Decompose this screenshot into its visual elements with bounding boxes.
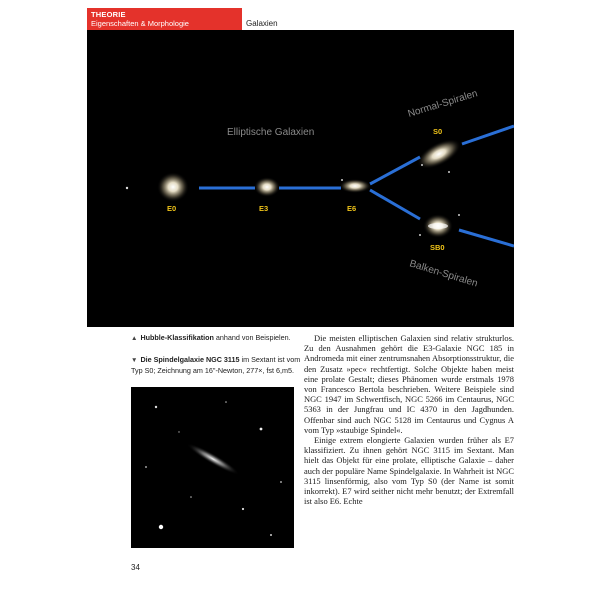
- star: [260, 428, 263, 431]
- galaxy-sb0-bar: [428, 223, 448, 229]
- star: [280, 481, 282, 483]
- triangle-up-icon: ▲: [131, 335, 138, 342]
- caption-hubble-bold: Hubble-Klassifikation: [140, 333, 214, 342]
- chapter-title: Galaxien: [246, 19, 278, 28]
- star: [145, 466, 147, 468]
- label-normal-spirals: Normal-Spiralen: [406, 88, 479, 120]
- triangle-down-icon: ▼: [131, 357, 138, 364]
- label-e3: E3: [259, 204, 269, 213]
- label-elliptical-galaxies: Elliptische Galaxien: [227, 127, 315, 138]
- connector-normal-spiral: [462, 126, 514, 144]
- caption-hubble-text: anhand von Beispielen.: [213, 333, 291, 342]
- label-e6: E6: [347, 204, 357, 213]
- body-paragraph-1: Die meisten elliptischen Galaxien sind relativ strukturlos. Zu den Ausnahmen gehört die E3-Galaxie NGC 185 in Andromeda mit einer zentrumsnahen Absorptionsstruktur, die den Zusatz »pec« rechtfertigt. Solche Objekte haben meist eine prolate Gestalt; dieses Phänomen wurde erstmals 1978 von Francesco Bertola beschrieben. Weitere Beispiele sind NGC 1947 im Schwertfisch, NGC 5266 im Centaurus, NGC 5363 in der Jungfrau und IC 4370 in den Jagdhunden. Offenbar sind auch NGC 5128 im Centaurus und Cygnus A vom Typ »staubige Spindel«.: [304, 333, 514, 435]
- star: [159, 525, 163, 529]
- label-barred-spirals: Balken-Spiralen: [408, 258, 479, 290]
- galaxy-e6: [339, 179, 371, 193]
- body-paragraph-2: Einige extrem elongierte Galaxien wurden früher als E7 klassifiziert. Zu ihnen gehört NGC 3115 im Sextant. Man hielt das Objekt für eine prolate, elliptische Galaxie – daher auch der populäre Name Spindelgalaxie. In Wahrheit ist NGC 3115 linsenförmig, also vom Typ S0 (der Name ist somit inkorrekt). E7 wird seither nicht mehr benutzt; der Extremfall ist also E6. Echte: [304, 435, 514, 507]
- body-text-column: [304, 333, 514, 506]
- label-s0: S0: [433, 127, 443, 136]
- spindle-galaxy-graphic: [131, 387, 294, 548]
- label-e0: E0: [167, 204, 177, 213]
- star: [178, 431, 179, 432]
- star: [126, 187, 128, 189]
- star: [341, 179, 343, 181]
- star: [242, 508, 244, 510]
- star: [421, 164, 423, 166]
- caption-spindle: [131, 355, 301, 375]
- spindle-galaxy-drawing: [131, 387, 294, 548]
- galaxy-s0: [413, 133, 466, 175]
- star: [225, 401, 227, 403]
- star: [270, 534, 272, 536]
- hubble-diagram: [87, 30, 514, 327]
- section-title: THEORIE: [91, 10, 126, 19]
- star: [155, 406, 157, 408]
- caption-hubble: [131, 333, 301, 344]
- page-number: 34: [131, 563, 140, 572]
- caption-spindle-text: im Sextant ist vom Typ S0; Zeichnung am 16"-Newton, 277×, fst 6,m5.: [131, 355, 301, 375]
- galaxy-e0: [157, 172, 189, 202]
- section-header-tab: [87, 8, 242, 30]
- caption-spindle-bold: Die Spindelgalaxie NGC 3115: [140, 355, 240, 364]
- connector-fork-lower: [370, 190, 420, 219]
- label-sb0: SB0: [430, 243, 445, 252]
- connector-fork-upper: [370, 157, 420, 184]
- star: [448, 171, 450, 173]
- connector-barred-spiral: [459, 230, 514, 246]
- hubble-diagram-graphic: [87, 30, 514, 327]
- spindle-galaxy: [185, 440, 242, 479]
- star: [458, 214, 460, 216]
- star: [190, 496, 192, 498]
- galaxy-e3: [254, 177, 280, 197]
- star: [419, 234, 421, 236]
- subsection-title: Eigenschaften & Morphologie: [91, 19, 189, 28]
